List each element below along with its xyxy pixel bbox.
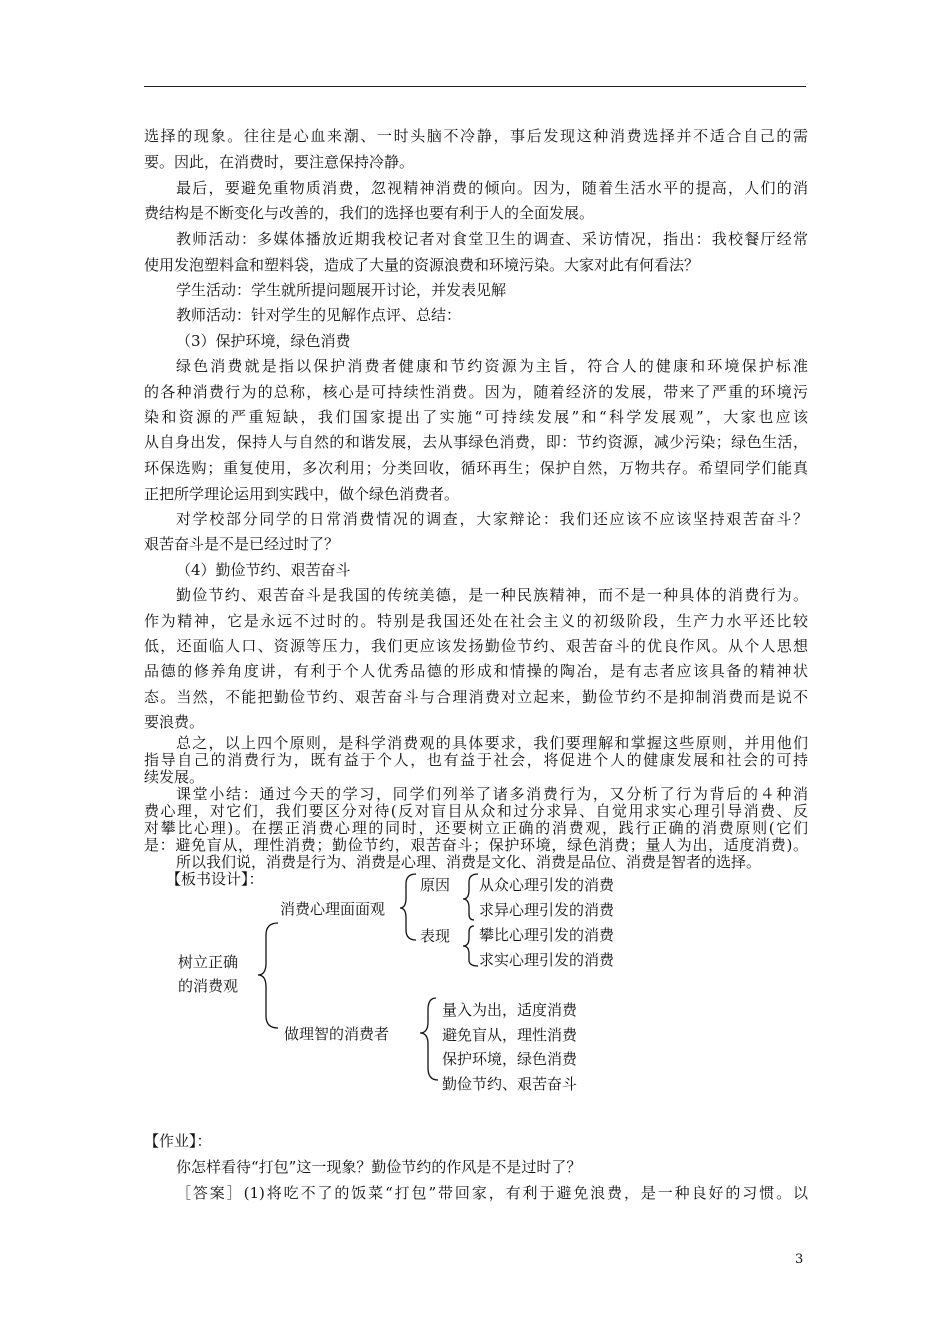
section-heading: 【板书设计】： [166, 870, 264, 888]
diagram-branch-wise: 做理智的消费者 [284, 1025, 390, 1043]
diagram-wise-item: 保护环境，绿色消费 [442, 1050, 578, 1068]
diagram-cause: 原因 [420, 876, 451, 894]
diagram-branch-psych: 消费心理面面观 [280, 900, 386, 918]
text-line: 总之，以上四个原则，是科学消费观的具体要求，我们要理解和掌握这些原则，并用他们 [176, 734, 808, 752]
text-line: 正把所学理论运用到实践中，做个绿色消费者。 [144, 485, 460, 503]
text-line: 课堂小结：通过今天的学习，同学们列举了诸多消费行为，又分析了行为背后的４种消 [176, 785, 808, 803]
text-line: 教师活动：多媒体播放近期我校记者对食堂卫生的调查、采访情况，指出：我校餐厅经常 [176, 230, 808, 248]
text-line: 低，还面临人口、资源等压力，我们更应该发扬勤俭节约、艰苦奋斗的优良作风。从个人思想 [144, 637, 808, 655]
text-line: 艰苦奋斗是不是已经过时了？ [144, 535, 340, 553]
text-line: 从自身出发，保持人与自然的和谐发展，去从事绿色消费，即：节约资源，减少污染；绿色生活， [144, 433, 808, 451]
text-line: 绿色消费就是指以保护消费者健康和节约资源为主旨，符合人的健康和环境保护标准 [176, 357, 808, 375]
diagram-psych-item: 求实心理引发的消费 [479, 951, 615, 969]
diagram-root-line2: 的消费观 [178, 977, 239, 995]
text-line: 态。当然，不能把勤俭节约、艰苦奋斗与合理消费对立起来，勤俭节约不是抑制消费而是说不 [144, 688, 808, 706]
wise-brace [420, 998, 438, 1080]
section-heading: （3）保护环境，绿色消费 [176, 332, 351, 350]
text-line: 环保选购；重复使用，多次利用；分类回收，循环再生；保护自然，万物共存。希望同学们能真 [144, 459, 808, 477]
text-line: 作为精神，它是永远不过时的。特别是我国还处在社会主义的初级阶段，生产力水平还比较 [144, 612, 808, 630]
text-line: 勤俭节约、艰苦奋斗是我国的传统美德，是一种民族精神，而不是一种具体的消费行为。 [176, 586, 808, 604]
diagram-wise-item: 勤俭节约、艰苦奋斗 [442, 1075, 578, 1093]
text-line: 使用发泡塑料盒和塑料袋，造成了大量的资源浪费和环境污染。大家对此有何看法？ [144, 256, 700, 274]
text-line: 品德的修养角度讲，有利于个人优秀品德的形成和情操的陶冶，是有志者应该具备的精神状 [144, 662, 808, 680]
text-line: 最后，要避免重物质消费，忽视精神消费的倾向。因为，随着生活水平的提高，人们的消 [176, 179, 808, 197]
text-line: 是：避免盲从，理性消费；勤俭节约，艰苦奋斗；保护环境，绿色消费；量人为出，适度消费)。 [144, 836, 808, 854]
text-line: 学生活动：学生就所提问题展开讨论，并发表见解 [176, 281, 507, 299]
diagram-wise-item: 量入为出，适度消费 [442, 1001, 578, 1019]
diagram-psych-item: 求异心理引发的消费 [479, 901, 615, 919]
text-line: 要浪费。 [144, 713, 205, 731]
diagram-wise-item: 避免盲从，理性消费 [442, 1026, 578, 1044]
text-line: 所以我们说，消费是行为、消费是心理、消费是文化、消费是品位、消费是智者的选择。 [176, 853, 762, 871]
text-line: 教师活动：针对学生的见解作点评、总结： [176, 306, 462, 324]
diagram-psych-item: 从众心理引发的消费 [479, 876, 615, 894]
diagram-psych-item: 攀比心理引发的消费 [479, 926, 615, 944]
section-heading: 【作业】： [144, 1132, 212, 1150]
diagram-manifest: 表现 [420, 927, 451, 945]
main-brace [258, 923, 278, 1028]
page-number: 3 [795, 1252, 804, 1267]
text-line: 选择的现象。往往是心血来潮、一时头脑不冷静，事后发现这种消费选择并不适合自己的需 [144, 127, 808, 145]
manifest-brace [463, 926, 478, 966]
diagram-root-line1: 树立正确 [178, 953, 239, 971]
cause-brace [463, 874, 478, 920]
text-line: 指导自己的消费行为，既有益于个人，也有益于社会，将促进个人的健康发展和社会的可持 [144, 751, 808, 769]
psych-brace [400, 874, 416, 940]
text-line: 要。因此，在消费时，要注意保持冷静。 [144, 153, 415, 171]
text-line: 对攀比心理)。在摆正消费心理的同时，还要树立正确的消费观，践行正确的消费原则(它们 [144, 819, 808, 837]
text-line: 的各种消费行为的总称，核心是可持续性消费。因为，随着经济的发展，带来了严重的环境污 [144, 383, 808, 401]
text-line: 费结构是不断变化与改善的，我们的选择也要有利于人的全面发展。 [144, 204, 595, 222]
text-line: 续发展。 [144, 768, 205, 786]
text-line: 你怎样看待“打包”这一现象？勤俭节约的作风是不是过时了？ [176, 1158, 582, 1176]
text-line: ［答案］(1)将吃不了的饭菜“打包”带回家，有利于避免浪费，是一种良好的习惯。以 [176, 1184, 808, 1202]
section-heading: （4）勤俭节约、艰苦奋斗 [176, 561, 351, 579]
text-line: 对学校部分同学的日常消费情况的调查，大家辩论：我们还应该不应该坚持艰苦奋斗？ [176, 510, 808, 528]
text-line: 费心理，对它们，我们要区分对待(反对盲目从众和过分求异、自觉用求实心理引导消费、反 [144, 802, 808, 820]
text-line: 染和资源的严重短缺，我们国家提出了实施“可持续发展”和“科学发展观”，大家也应该 [144, 408, 808, 426]
